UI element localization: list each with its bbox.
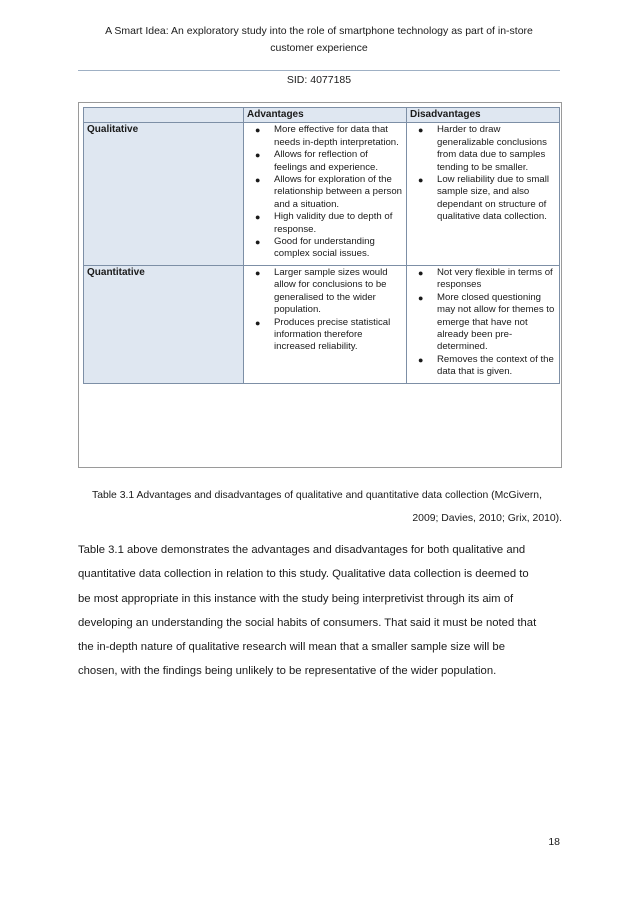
list-item: ● Larger sample sizes would allow for conclusions to be generalised to the wider population. (255, 266, 388, 316)
student-id: SID: 4077185 (286, 74, 352, 86)
page-number: 18 (548, 836, 560, 848)
bullet-icon: ● (255, 267, 261, 278)
qualitative-advantages (244, 123, 407, 265)
bullet-icon: ● (255, 150, 261, 161)
row-label-quantitative: Quantitative (84, 265, 244, 383)
caption-line-2: 2009; Davies, 2010; Grix, 2010). (412, 513, 562, 524)
body-line-6: chosen, with the findings being unlikely to be representative of the wider population. (78, 665, 497, 678)
list-item: ● Low reliability due to small sample size, and also dependant on structure of qualitative data collection. (418, 174, 549, 223)
table-header-row (84, 108, 560, 123)
header-title-line-1: A Smart Idea: An exploratory study into the role of smartphone technology as part of in-store (105, 25, 533, 37)
disadvantages-header: Disadvantages (407, 108, 560, 123)
body-paragraph (78, 538, 562, 684)
caption-line-1: Table 3.1 Advantages and disadvantages of qualitative and quantitative data collection (McGivern, (92, 490, 542, 501)
bullet-icon: ● (418, 354, 424, 365)
bullet-icon: ● (418, 125, 424, 136)
bullet-icon: ● (255, 317, 261, 328)
list-item: ● Good for understanding complex social issues. (255, 236, 375, 260)
comparison-table (83, 107, 560, 384)
list-item: ● Allows for exploration of the relationship between a person and a situation. (255, 174, 403, 210)
corner-header (84, 108, 244, 123)
list-item: ● Allows for reflection of feelings and experience. (255, 149, 379, 173)
quantitative-disadvantages (407, 265, 560, 383)
list-item: ● More closed questioning may not allow for themes to emerge that have not already been pre-determined. (418, 291, 555, 353)
quantitative-advantages (244, 265, 407, 383)
row-label-qualitative: Qualitative (84, 123, 244, 265)
list-item: ● Produces precise statistical information therefore increased reliability. (255, 316, 391, 353)
body-line-2: quantitative data collection in relation to this study. Qualitative data collection is deemed to (78, 568, 529, 581)
body-line-1: Table 3.1 above demonstrates the advantages and disadvantages for both qualitative and (78, 544, 526, 556)
header-title-line-2: customer experience (270, 42, 368, 54)
comparison-table-figure (78, 102, 562, 468)
list-item: ● Harder to draw generalizable conclusions from data due to samples tending to be smaller. (418, 124, 547, 173)
body-line-4: developing an understanding the social habits of consumers. That said it must be noted that (78, 616, 537, 629)
running-header (78, 23, 560, 57)
qualitative-disadvantages (407, 123, 560, 265)
bullet-icon: ● (418, 292, 424, 303)
bullet-icon: ● (255, 125, 261, 136)
body-line-3: be most appropriate in this instance with the study being interpretivist through its aim of (78, 592, 514, 605)
body-line-5: the in-depth nature of qualitative research will mean that a smaller sample size will be (78, 641, 505, 654)
list-item: ● Not very flexible in terms of responses (418, 266, 553, 291)
bullet-icon: ● (255, 175, 261, 186)
list-item: ● Removes the context of the data that is given. (418, 353, 554, 378)
bullet-icon: ● (255, 212, 261, 223)
bullet-icon: ● (418, 267, 424, 278)
header-divider (78, 70, 560, 71)
advantages-header: Advantages (244, 108, 407, 123)
table-row-qualitative (84, 123, 560, 265)
bullet-icon: ● (255, 237, 261, 248)
table-row-quantitative (84, 265, 560, 383)
list-item: ● More effective for data that needs in-depth interpretation. (255, 124, 399, 148)
list-item: ● High validity due to depth of response. (255, 211, 393, 235)
bullet-icon: ● (418, 175, 424, 186)
table-caption (78, 484, 562, 530)
